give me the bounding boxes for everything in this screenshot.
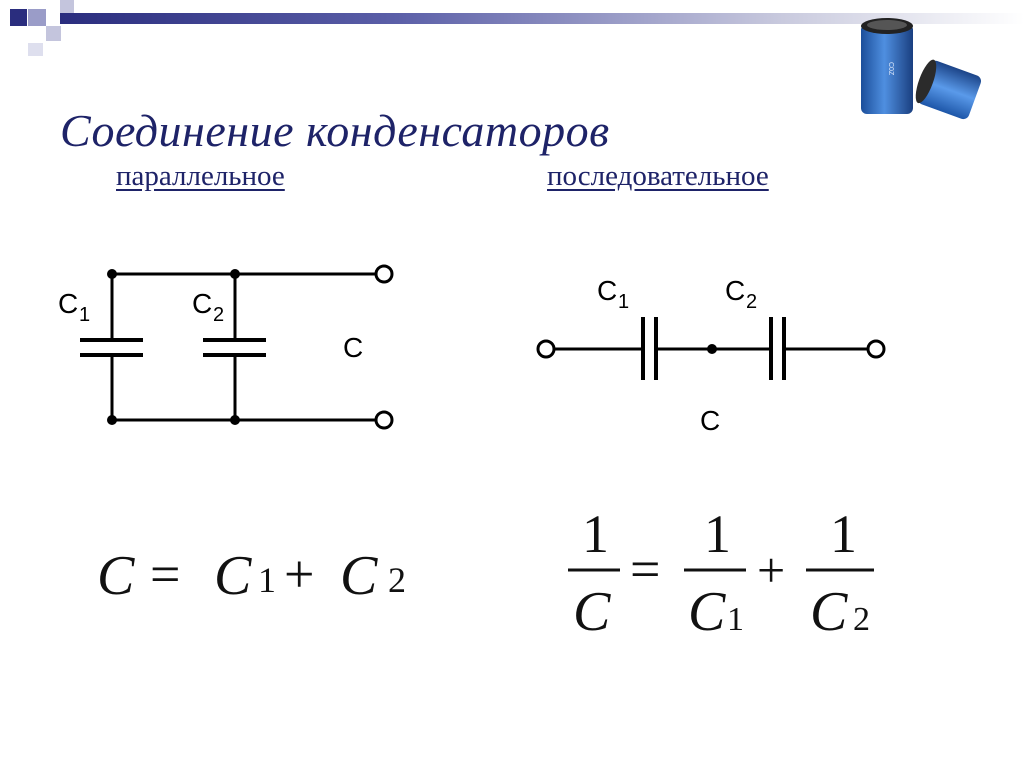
formula-equals: =	[630, 539, 661, 599]
junction-dot	[707, 344, 717, 354]
parallel-junctions	[107, 269, 240, 425]
formula-series	[568, 504, 874, 643]
formula-parallel	[97, 544, 406, 607]
formula-term1: C	[214, 545, 252, 607]
junction-dot	[230, 269, 240, 279]
label-c2-sub: 2	[213, 304, 225, 326]
formula-equals: =	[150, 544, 181, 604]
terminal-right	[868, 341, 884, 357]
formula-term2-sub: 2	[388, 560, 406, 600]
formula-plus: +	[757, 542, 786, 598]
formula-lhs-numerator: 1	[582, 504, 609, 564]
subheading-parallel: параллельное	[116, 160, 285, 192]
label-total-c: C	[343, 332, 364, 363]
formula-t1-sub: 1	[727, 601, 744, 638]
formula-lhs-denominator: C	[573, 581, 611, 643]
label-c2-letter: C	[725, 275, 746, 306]
formula-term2: C	[340, 545, 378, 607]
subheading-series: последовательное	[547, 160, 769, 192]
label-c1-sub: 1	[79, 304, 91, 326]
formula-plus: +	[284, 544, 315, 604]
formula-t2-numerator: 1	[830, 504, 857, 564]
parallel-labels	[58, 288, 363, 363]
junction-dot	[107, 415, 117, 425]
label-c2-letter: C	[192, 288, 213, 319]
label-c1-letter: C	[58, 288, 79, 319]
junction-dot	[107, 269, 117, 279]
capacitor-label-text: C0Z	[887, 62, 894, 76]
terminal-bottom	[376, 412, 392, 428]
label-c1-letter: C	[597, 275, 618, 306]
junction-dot	[230, 415, 240, 425]
terminal-top	[376, 266, 392, 282]
formula-t2-sub: 2	[853, 601, 870, 638]
formula-lhs: C	[97, 545, 135, 607]
label-c1-sub: 1	[618, 291, 630, 313]
series-labels	[597, 275, 757, 436]
formula-t1-numerator: 1	[704, 504, 731, 564]
formula-t1-denominator: C	[688, 581, 726, 643]
label-c2-sub: 2	[746, 291, 758, 313]
formula-term1-sub: 1	[258, 560, 276, 600]
formula-t2-denominator: C	[810, 581, 848, 643]
slide-title: Соединение конденсаторов	[60, 105, 610, 156]
label-total-c: C	[700, 405, 721, 436]
terminal-left	[538, 341, 554, 357]
